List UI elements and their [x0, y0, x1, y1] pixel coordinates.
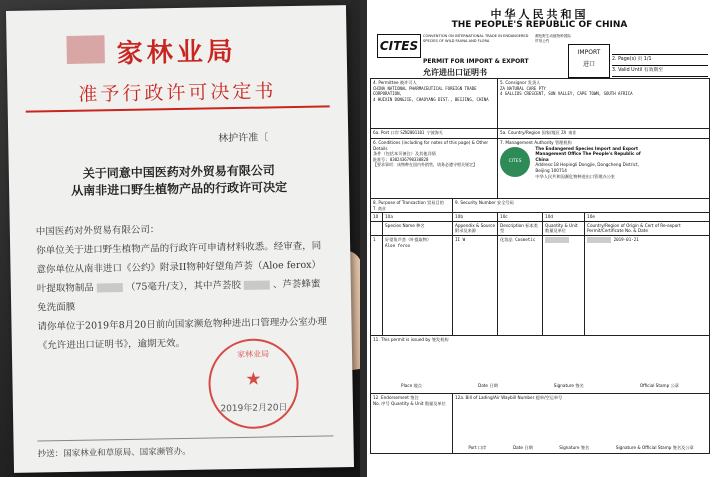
description: 化妆品 Cosmetic [498, 235, 543, 335]
header-description: Description 标本类型 [498, 221, 543, 235]
port-cell [371, 129, 498, 139]
permittee: CHINA NATIONAL PHARMACEUTICAL FOREIGN TRADE CORPORATION, [373, 85, 477, 97]
import-label-cn: 进口 [582, 61, 595, 68]
purpose: T 商业 [373, 205, 386, 211]
decision-heading [9, 161, 350, 201]
permit-country-cn: 中华人民共和国 [490, 8, 589, 21]
authority-name-cn: 中华人民共和国濒危物种进出口管理办公室 [535, 173, 615, 179]
permittee-label: 4. Permittee 被许可人 [373, 80, 417, 85]
purpose-label: 8. Purpose of Transaction 贸易目的 [373, 200, 444, 205]
country: ZA 南非 [561, 130, 577, 135]
bill-label: 12a. Bill of Lading/Air Waybill Number 提单/空运单号 [455, 394, 563, 400]
authority-name: The Endangered Species Import and Export Management Office The People's Republic of China [535, 145, 641, 162]
species-cell [383, 235, 453, 335]
official-seal [208, 338, 300, 430]
import-box [568, 44, 610, 78]
authority-label: 7. Management Authority 管理机构 [500, 140, 572, 145]
col-10a: 10a [383, 213, 453, 222]
document-title: 家林业局 [116, 36, 238, 70]
col-10e: 10e [585, 213, 710, 222]
security-cell [453, 199, 710, 213]
origin-date: 2019-01-21 [613, 236, 639, 242]
header-appendix: Appendix & Source 附录及来源 [453, 221, 498, 235]
species-cn: 好望角芦荟（叶提取物） [385, 236, 432, 242]
country-cell [498, 129, 710, 139]
col-10b: 10b [453, 213, 498, 222]
paragraph-1 [36, 236, 329, 317]
decision-document [6, 5, 354, 473]
cites-permit [367, 0, 712, 477]
convention-name: CONVENTION ON INTERNATIONAL TRADE IN ENDANGERED SPECIES OF WILD FAUNA AND FLORA [423, 34, 529, 43]
issued-label: 11. This permit is issued by 签发机构 [373, 336, 449, 342]
heading-line-2: 从南非进口野生植物产品的行政许可决定 [71, 180, 288, 198]
page-info [612, 44, 708, 77]
header-origin: Country/Region of Origin & Cert of Re-export Permit/Certificate No. & Date [585, 221, 710, 235]
signature-label: Signature 签名 [553, 382, 584, 388]
port-label: 6a. Port 口岸 [373, 130, 399, 135]
header-quantity: Quantity & Unit 数量及单位 [543, 221, 585, 235]
date2-label: Date 日期 [512, 444, 533, 450]
conditions-cell [371, 139, 498, 199]
addressee: 中国医药对外贸易有限公司： [35, 224, 160, 238]
consignor: ZA NATURAL CARE PTY [500, 85, 546, 91]
blurred-text [244, 280, 270, 289]
permit-type-cn: 允许进出口证明书 [423, 68, 487, 77]
heading-line-1: 关于同意中国医药对外贸易有限公司 [82, 163, 275, 181]
seal-text: 家林业局 [236, 349, 270, 360]
para1-text: 你单位关于进口野生植物产品的行政许可申请材料收悉。经审查，同意你单位从南非进口《公约》附录II物种好望角芦荟（Aloe ferox）叶提取物制品 [36, 240, 322, 295]
purpose-cell [371, 199, 453, 213]
document-subtitle: 准予行政许可决定书 [78, 80, 277, 106]
requirement-note: 【要求事项：该物种在国内外销售，请务必遵守相关规定】 [373, 162, 477, 168]
reference-number: 林护许准〔 [218, 132, 269, 145]
import-label: IMPORT [577, 49, 601, 56]
date-label: Date 日期 [477, 382, 498, 388]
decision-date: 2019年2月20日 [220, 403, 288, 415]
convention-name-cn: 濒危野生动植物种国际贸易公约 [535, 34, 571, 43]
permittee-cell [371, 79, 498, 129]
permittee-address: 4 HUIXIN DONGJIE, CHAOYANG DIST., BEIJING, CHINA [373, 96, 489, 102]
page-count: 2. Page(s) 页 1/1 [612, 55, 708, 66]
species-latin: Aloe ferox [385, 242, 411, 248]
blurred-origin [587, 237, 611, 243]
security-label: 9. Security Number 安全号码 [455, 200, 514, 205]
blurred-text [97, 283, 123, 292]
consignor-cell [498, 79, 710, 129]
header-species: Species Name 种名 [383, 221, 453, 235]
permit-form [370, 78, 710, 454]
col-10c: 10c [498, 213, 543, 222]
permit-type-en: PERMIT FOR IMPORT & EXPORT [423, 58, 529, 65]
authority-address: Address:18 Hepingli Dongjie, Dongcheng District, Beijing 100714 [535, 162, 639, 173]
consignor-address: 4 GALLIOS CRESCENT, SUN VALLEY, CAPE TOWN, SOUTH AFRICA [500, 91, 633, 97]
cites-panda-seal-icon: CITES [500, 147, 530, 177]
table-row [371, 235, 710, 335]
country-label: 5a. Country/Region 国家/地区 [500, 130, 560, 135]
bill-cell [453, 393, 710, 453]
quantity-cell [543, 235, 585, 335]
place-label: Place 地点 [401, 382, 422, 388]
decision-body [36, 217, 330, 355]
quantity-label: No. 序号 Quantity & Unit 数量及单位 [373, 400, 446, 406]
para1-end: 、芦荟蜂蜜免洗面膜 [37, 278, 321, 314]
origin-cell [585, 235, 710, 335]
port2-label: Port 口岸 [468, 444, 487, 450]
port: SZN2001101 宁波海关 [400, 130, 443, 135]
para1-cont: （75毫升/支），其中芦荟胶 [125, 279, 242, 293]
paragraph-2: 请你单位于2019年8月20日前向国家濒危物种进出口管理办公室办理《允许进出口证明书》，逾期无效。 [37, 316, 327, 352]
col-10d: 10d [543, 213, 585, 222]
stamp2-label: Signature & Official Stamp 签名及公章 [615, 444, 694, 450]
col-10: 10 [371, 213, 383, 222]
blurred-quantity [545, 237, 569, 243]
authority-cell [498, 139, 710, 199]
endorsement-label: 12. Endorsement 签注 [373, 394, 419, 400]
conditions-label: 6. Conditions (including for notes of this page) & Other Details [373, 140, 489, 151]
signature2-label: Signature 签名 [559, 444, 590, 450]
appendix: II W [453, 235, 498, 335]
cc-line: 抄送：国家林业和草原局、国家濒管办。 [37, 435, 333, 459]
consignor-label: 5. Consignor 发货人 [500, 80, 541, 85]
stamp-label: Official Stamp 公章 [639, 382, 679, 388]
conditions-cn: 条件（包括本页备注）及其他详情 [373, 151, 436, 157]
approval-number: 批准号: 0302436790330828 [373, 156, 429, 162]
cites-logo-icon: CITES [377, 34, 421, 58]
valid-until: 3. Valid Until 有效期至 [612, 66, 708, 77]
endorsement-cell [371, 393, 453, 453]
row-number: 1 [371, 235, 383, 335]
issued-cell [371, 335, 710, 393]
permit-country-en: THE PEOPLE'S REPUBLIC OF CHINA [451, 20, 628, 30]
star-icon: ★ [245, 368, 262, 390]
